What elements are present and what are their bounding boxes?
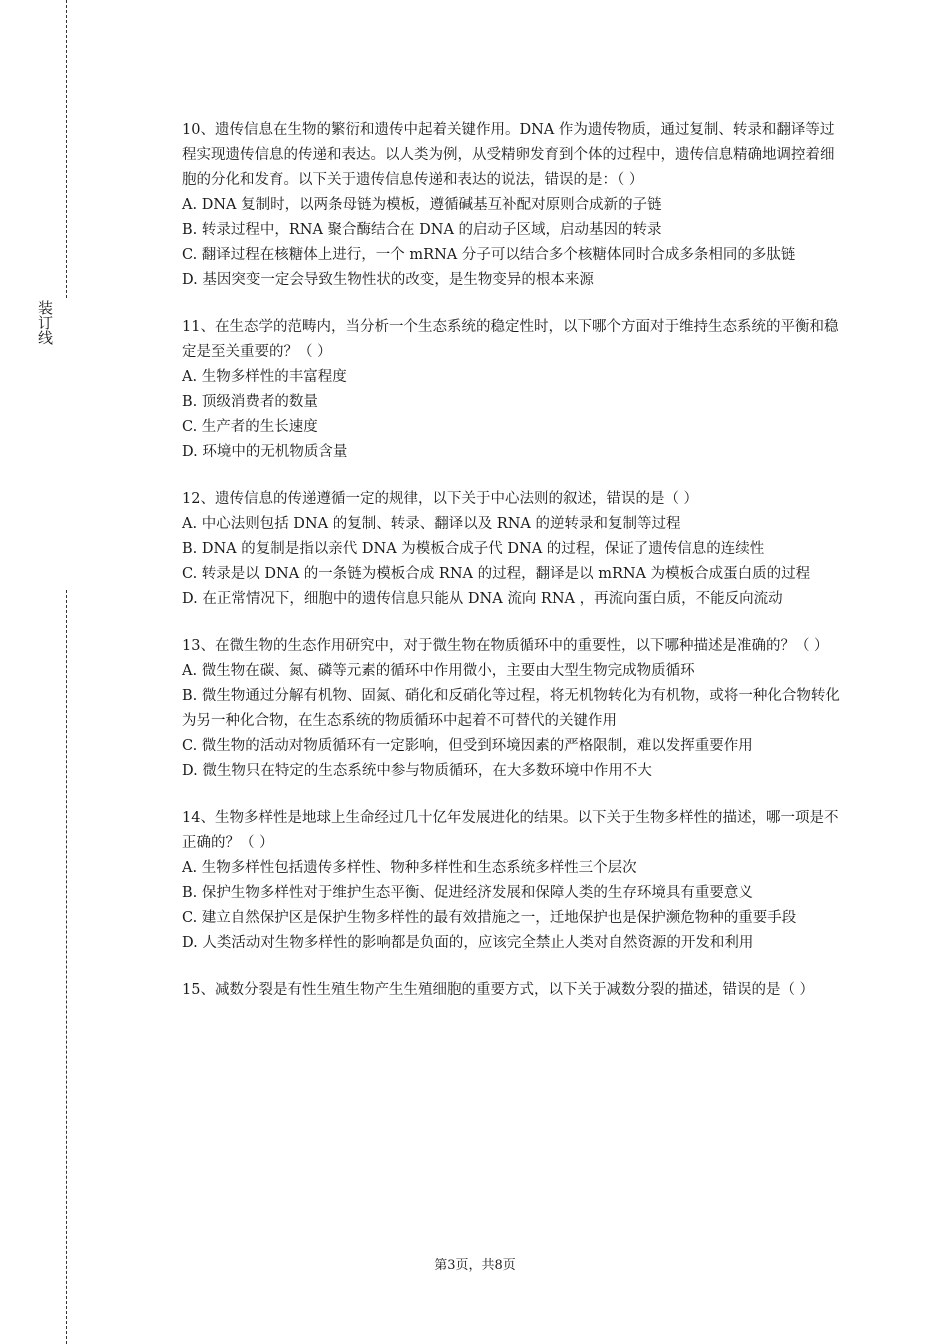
- option-c: C. 微生物的活动对物质循环有一定影响，但受到环境因素的严格限制，难以发挥重要作用: [182, 738, 753, 754]
- option-b: B. 微生物通过分解有机物、固氮、硝化和反硝化等过程，将无机物转化为有机物，或将一种化合物转化为另一种化合物，在生态系统的物质循环中起着不可替代的关键作用: [182, 688, 840, 729]
- question-13: [182, 634, 847, 784]
- option-c: C. 转录是以 DNA 的一条链为模板合成 RNA 的过程，翻译是以 mRNA 为模板合成蛋白质的过程: [182, 566, 811, 582]
- question-12: [182, 487, 847, 612]
- binding-label: 装订线: [36, 300, 54, 345]
- option-b: B. 顶级消费者的数量: [182, 394, 318, 410]
- question-stem: 12、遗传信息的传递遵循一定的规律，以下关于中心法则的叙述，错误的是（ ）: [182, 491, 699, 507]
- page-footer: 第3页，共8页: [434, 1258, 516, 1273]
- option-d: D. 环境中的无机物质含量: [182, 444, 348, 460]
- question-14: [182, 806, 847, 956]
- option-a: A. 微生物在碳、氮、磷等元素的循环中作用微小，主要由大型生物完成物质循环: [182, 663, 695, 679]
- option-c: C. 翻译过程在核糖体上进行，一个 mRNA 分子可以结合多个核糖体同时合成多条相同的多肽链: [182, 247, 796, 263]
- question-10: [182, 118, 847, 293]
- option-a: A. 生物多样性包括遗传多样性、物种多样性和生态系统多样性三个层次: [182, 860, 637, 876]
- option-c: C. 生产者的生长速度: [182, 419, 318, 435]
- question-stem: 15、减数分裂是有性生殖生物产生生殖细胞的重要方式，以下关于减数分裂的描述，错误的是（ ）: [182, 982, 815, 998]
- option-a: A. 中心法则包括 DNA 的复制、转录、翻译以及 RNA 的逆转录和复制等过程: [182, 516, 681, 532]
- option-d: D. 人类活动对生物多样性的影响都是负面的，应该完全禁止人类对自然资源的开发和利用: [182, 935, 754, 951]
- option-d: D. 在正常情况下，细胞中的遗传信息只能从 DNA 流向 RNA ，再流向蛋白质，不能反向流动: [182, 591, 783, 607]
- option-b: B. 保护生物多样性对于维护生态平衡、促进经济发展和保障人类的生存环境具有重要意义: [182, 885, 753, 901]
- option-b: B. 转录过程中，RNA 聚合酶结合在 DNA 的启动子区域，启动基因的转录: [182, 222, 662, 238]
- question-stem: 14、生物多样性是地球上生命经过几十亿年发展进化的结果。以下关于生物多样性的描述，哪一项是不正确的？（ ）: [182, 810, 839, 851]
- question-15: [182, 978, 847, 1003]
- question-stem: 10、遗传信息在生物的繁衍和遗传中起着关键作用。DNA 作为遗传物质，通过复制、转录和翻译等过程实现遗传信息的传递和表达。以人类为例，从受精卵发育到个体的过程中，遗传信息精确地调控着细胞的分化和发育。以下关于遗传信息传递和表达的说法，错误的是：（ ）: [182, 122, 835, 188]
- option-a: A. 生物多样性的丰富程度: [182, 369, 347, 385]
- option-c: C. 建立自然保护区是保护生物多样性的最有效措施之一，迁地保护也是保护濒危物种的重要手段: [182, 910, 797, 926]
- binding-line-bottom: [66, 590, 67, 1344]
- question-stem: 13、在微生物的生态作用研究中，对于微生物在物质循环中的重要性，以下哪种描述是准确的？（ ）: [182, 638, 829, 654]
- question-11: [182, 315, 847, 465]
- question-list: [182, 118, 847, 1025]
- option-d: D. 微生物只在特定的生态系统中参与物质循环，在大多数环境中作用不大: [182, 763, 652, 779]
- option-d: D. 基因突变一定会导致生物性状的改变，是生物变异的根本来源: [182, 272, 594, 288]
- option-b: B. DNA 的复制是指以亲代 DNA 为模板合成子代 DNA 的过程，保证了遗传信息的连续性: [182, 541, 765, 557]
- option-a: A. DNA 复制时，以两条母链为模板，遵循碱基互补配对原则合成新的子链: [182, 197, 662, 213]
- question-stem: 11、在生态学的范畴内，当分析一个生态系统的稳定性时，以下哪个方面对于维持生态系统的平衡和稳定是至关重要的？（ ）: [182, 319, 839, 360]
- binding-line-top: [66, 0, 67, 298]
